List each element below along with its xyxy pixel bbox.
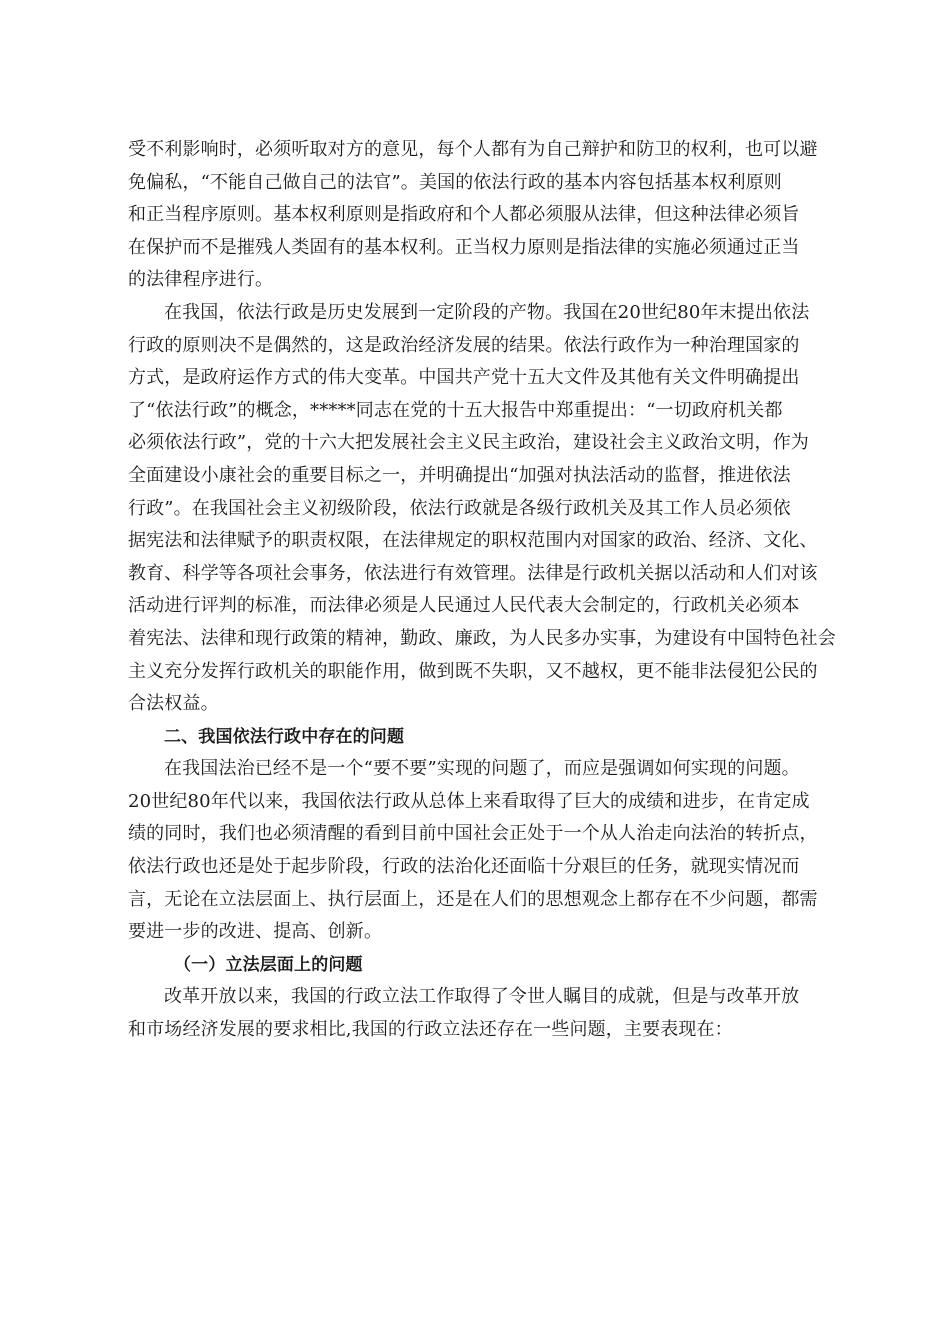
paragraph-line: 和正当程序原则。基本权利原则是指政府和个人都必须服从法律，但这种法律必须旨 xyxy=(128,204,800,226)
paragraph-4 xyxy=(128,981,840,1046)
paragraph-line: 的法律程序进行。 xyxy=(128,269,274,291)
document-page xyxy=(128,134,840,1047)
paragraph-line: 方式，是政府运作方式的伟大变革。中国共产党十五大文件及其他有关文件明确提出 xyxy=(128,367,800,389)
subsection-heading: （一）立法层面上的问题 xyxy=(174,954,363,975)
paragraph-2 xyxy=(128,297,840,721)
paragraph-1 xyxy=(128,134,840,297)
paragraph-line: 免偏私，“不能自己做自己的法官”。美国的依法行政的基本内容包括基本权利原则 xyxy=(128,171,782,193)
paragraph-line: 在我国法治已经不是一个“要不要”实现的问题了，而应是强调如何实现的问题。 xyxy=(164,758,800,780)
paragraph-line: 要进一步的改进、提高、创新。 xyxy=(128,921,383,943)
paragraph-line: 在我国，依法行政是历史发展到一定阶段的产物。我国在20世纪80年末提出依法 xyxy=(164,301,810,323)
paragraph-line: 言，无论在立法层面上、执行层面上，还是在人们的思想观念上都存在不少问题，都需 xyxy=(128,888,818,910)
section-heading: 二、我国依法行政中存在的问题 xyxy=(164,726,405,747)
paragraph-line: 了“依法行政”的概念，*****同志在党的十五大报告中郑重提出：“一切政府机关都 xyxy=(128,399,783,421)
paragraph-line: 必须依法行政”，党的十六大把发展社会主义民主政治，建设社会主义政治文明，作为 xyxy=(128,432,809,454)
paragraph-line: 在保护而不是摧残人类固有的基本权利。正当权力原则是指法律的实施必须通过正当 xyxy=(128,236,800,258)
paragraph-line: 改革开放以来，我国的行政立法工作取得了令世人瞩目的成就，但是与改革开放 xyxy=(164,986,800,1008)
paragraph-line: 行政”。在我国社会主义初级阶段，依法行政就是各级行政机关及其工作人员必须依 xyxy=(128,497,791,519)
paragraph-line: 据宪法和法律赋予的职责权限，在法律规定的职权范围内对国家的政治、经济、文化、 xyxy=(128,530,818,552)
paragraph-line: 主义充分发挥行政机关的职能作用，做到既不失职，又不越权，更不能非法侵犯公民的 xyxy=(128,660,818,682)
paragraph-line: 全面建设小康社会的重要目标之一，并明确提出“加强对执法活动的监督，推进依法 xyxy=(128,464,791,486)
paragraph-line: 绩的同时，我们也必须清醒的看到目前中国社会正处于一个从人治走向法治的转折点， xyxy=(128,823,818,845)
paragraph-line: 和市场经济发展的要求相比,我国的行政立法还存在一些问题，主要表现在： xyxy=(128,1019,733,1041)
paragraph-line: 行政的原则决不是偶然的，这是政治经济发展的结果。依法行政作为一种治理国家的 xyxy=(128,334,800,356)
paragraph-line: 教育、科学等各项社会事务，依法进行有效管理。法律是行政机关据以活动和人们对该 xyxy=(128,562,818,584)
paragraph-line: 受不利影响时，必须听取对方的意见，每个人都有为自己辩护和防卫的权利，也可以避 xyxy=(128,139,818,160)
paragraph-line: 20世纪80年代以来，我国依法行政从总体上来看取得了巨大的成绩和进步，在肯定成 xyxy=(128,790,810,812)
paragraph-3 xyxy=(128,753,840,949)
paragraph-line: 着宪法、法律和现行政策的精神，勤政、廉政，为人民多办实事，为建设有中国特色社会 xyxy=(128,627,836,649)
paragraph-line: 活动进行评判的标准，而法律必须是人民通过人民代表大会制定的，行政机关必须本 xyxy=(128,595,800,617)
paragraph-line: 依法行政也还是处于起步阶段，行政的法治化还面临十分艰巨的任务，就现实情况而 xyxy=(128,856,800,878)
paragraph-line: 合法权益。 xyxy=(128,693,219,715)
